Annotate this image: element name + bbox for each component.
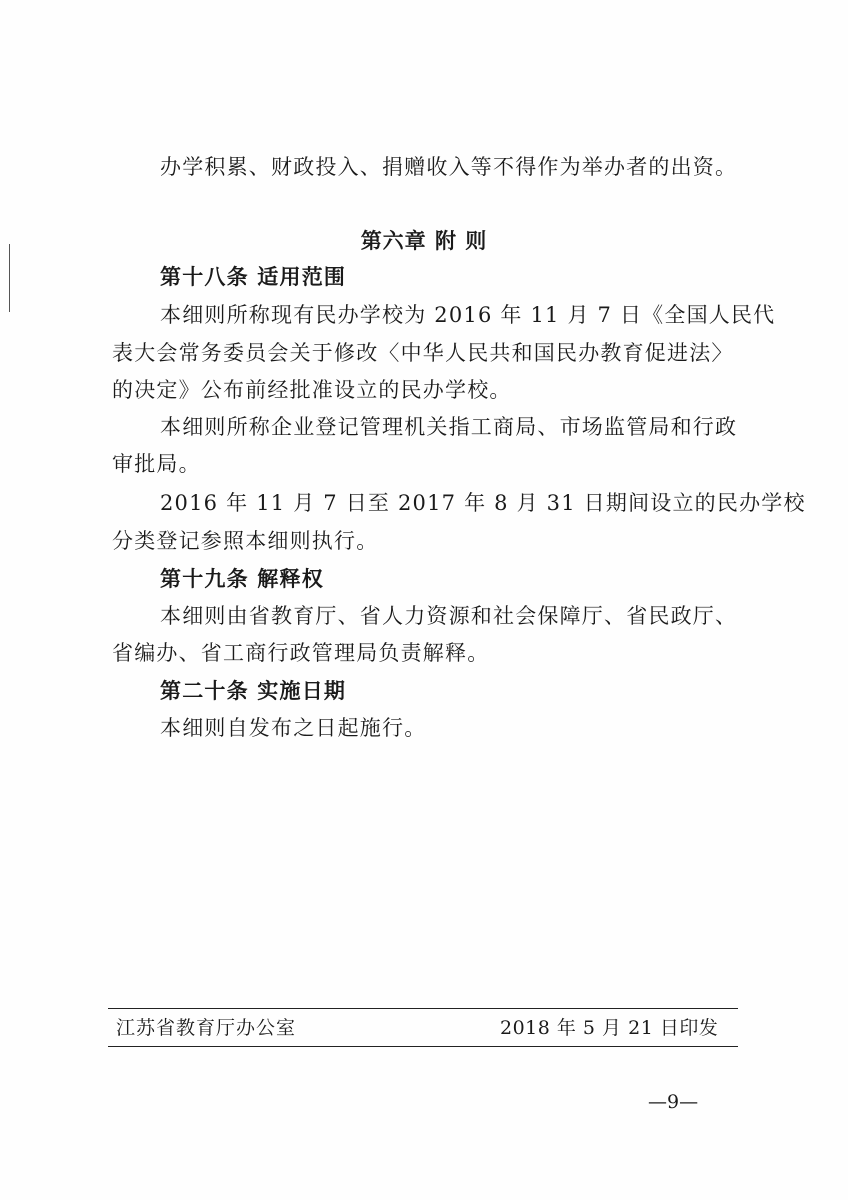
paragraph-line: 审批局。 — [112, 452, 201, 476]
article-heading: 第二十条 实施日期 — [160, 679, 347, 703]
paragraph-line: 本细则由省教育厅、省人力资源和社会保障厅、省民政厅、 — [160, 604, 738, 628]
paragraph-line: 2016 年 11 月 7 日至 2017 年 8 月 31 日期间设立的民办学校 — [160, 491, 806, 515]
footer-bottom-rule — [108, 1046, 738, 1047]
paragraph-line: 省编办、省工商行政管理局负责解释。 — [112, 641, 490, 665]
issue-date: 2018 年 5 月 21 日印发 — [500, 1017, 719, 1039]
continuation-paragraph: 办学积累、财政投入、捐赠收入等不得作为举办者的出资。 — [160, 155, 738, 179]
paragraph-line: 本细则所称现有民办学校为 2016 年 11 月 7 日《全国人民代 — [160, 303, 776, 327]
issuer-name: 江苏省教育厅办公室 — [116, 1017, 297, 1039]
chapter-title: 第六章 附 则 — [360, 229, 488, 253]
article-heading: 第十九条 解释权 — [160, 567, 324, 591]
article-heading: 第十八条 适用范围 — [160, 265, 347, 289]
page-number: —9— — [648, 1091, 699, 1113]
footer-top-rule — [108, 1008, 738, 1009]
paragraph-line: 表大会常务委员会关于修改〈中华人民共和国民办教育促进法〉 — [112, 341, 734, 365]
paragraph-line: 本细则自发布之日起施行。 — [160, 716, 427, 740]
paragraph-line: 分类登记参照本细则执行。 — [112, 529, 379, 553]
paragraph-line: 的决定》公布前经批准设立的民办学校。 — [112, 378, 512, 402]
paragraph-line: 本细则所称企业登记管理机关指工商局、市场监管局和行政 — [160, 415, 738, 439]
